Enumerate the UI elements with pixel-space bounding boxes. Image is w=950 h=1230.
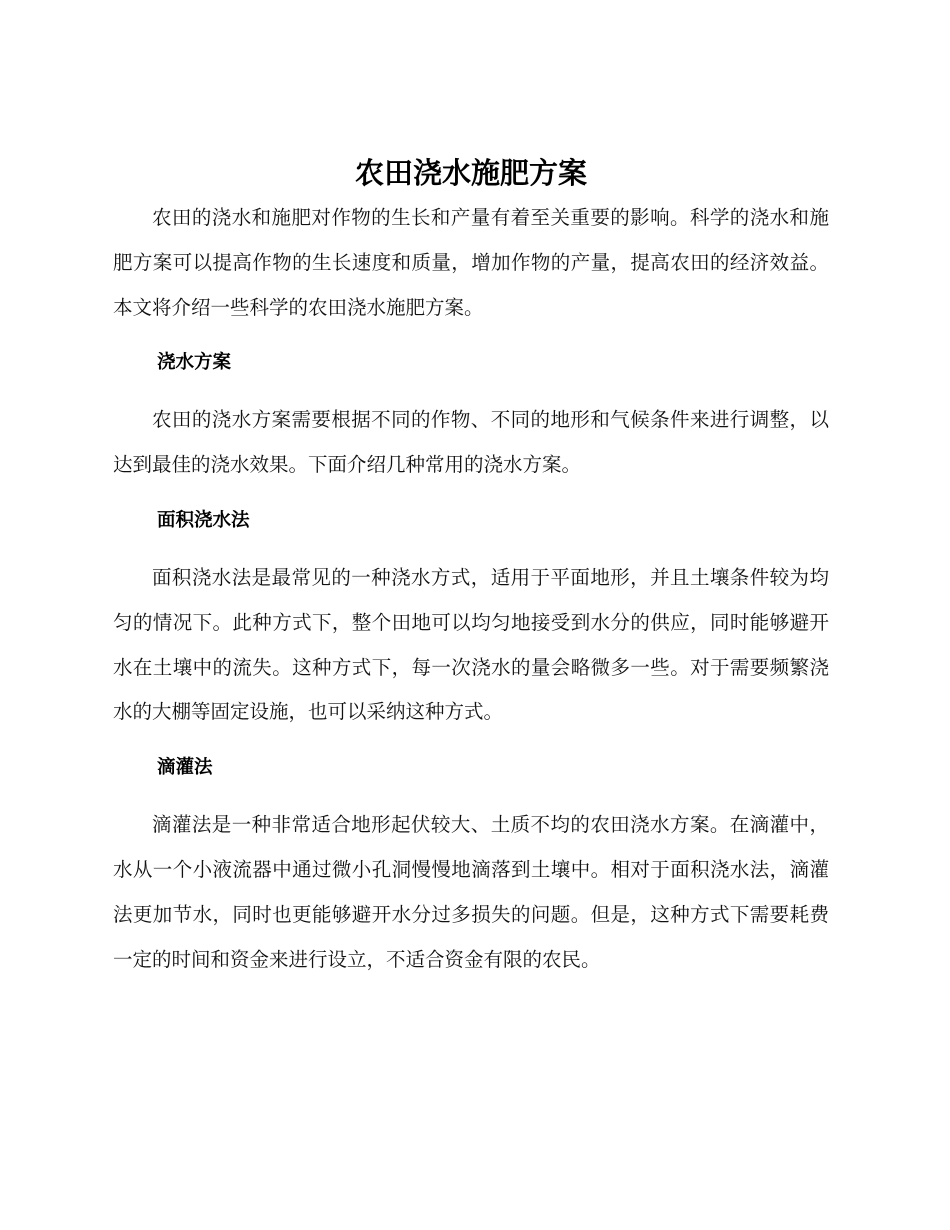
spacer xyxy=(113,488,829,498)
intro-paragraph: 农田的浇水和施肥对作物的生长和产量有着至关重要的影响。科学的浇水和施肥方案可以提高作物的生长速度和质量，增加作物的产量，提高农田的经济效益。本文将介绍一些科学的农田浇水施肥方案。 xyxy=(113,206,829,319)
section-body-drip-irrigation: 滴灌法是一种非常适合地形起伏较大、土质不均的农田浇水方案。在滴灌中，水从一个小液流器中通过微小孔洞慢慢地滴落到土壤中。相对于面积浇水法，滴灌法更加节水，同时也更能够避开水分过多损失的问题。但是，这种方式下需要耗费一定的时间和资金来进行设立，不适合资金有限的农民。 xyxy=(113,813,829,971)
spacer xyxy=(113,735,829,745)
spacer xyxy=(113,544,829,556)
section-heading-area-watering: 面积浇水法 xyxy=(157,509,250,531)
section-body-area-watering: 面积浇水法是最常见的一种浇水方式，适用于平面地形，并且土壤条件较为均匀的情况下。此种方式下，整个田地可以均匀地接受到水分的供应，同时能够避开水在土壤中的流失。这种方式下，每一次浇水的量会略微多一些。对于需要频繁浇水的大棚等固定设施，也可以采纳这种方式。 xyxy=(113,565,829,724)
section-heading-drip-irrigation: 滴灌法 xyxy=(157,757,213,779)
spacer xyxy=(113,386,829,398)
spacer xyxy=(113,330,829,340)
document-page xyxy=(113,150,829,982)
spacer xyxy=(113,791,829,803)
section-heading-watering-plan: 浇水方案 xyxy=(157,352,232,374)
document-title: 农田浇水施肥方案 xyxy=(354,156,587,190)
section-body-watering-plan: 农田的浇水方案需要根据不同的作物、不同的地形和气候条件来进行调整，以达到最佳的浇水效果。下面介绍几种常用的浇水方案。 xyxy=(113,408,829,477)
